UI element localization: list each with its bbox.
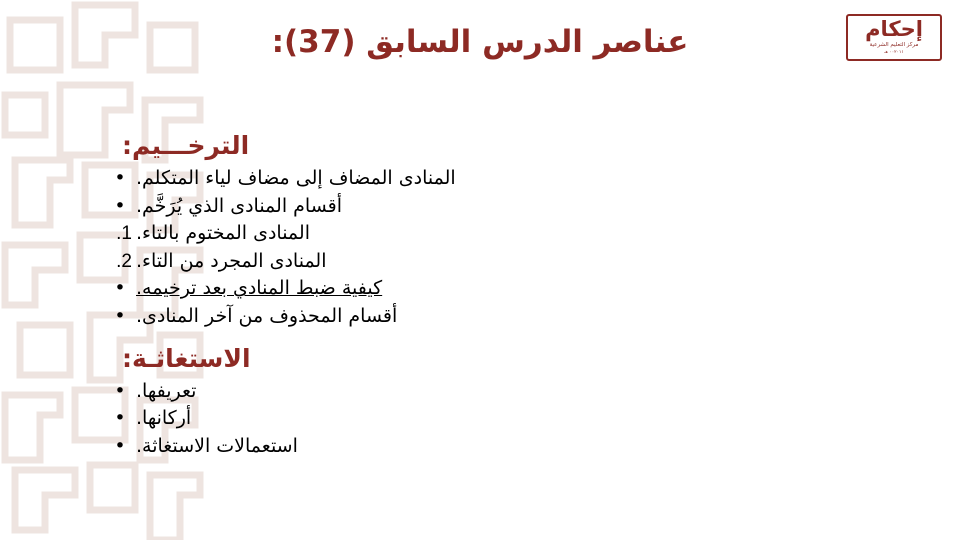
logo-wordmark: إحكام — [865, 17, 923, 41]
section-heading-tarkheem: الترخـــيم: — [122, 131, 250, 160]
number-marker: 1. — [116, 223, 132, 245]
list-item — [40, 378, 920, 406]
logo-subtitle-secondary: ٠٠٢٠١١ هـ — [884, 49, 904, 55]
list-item — [40, 303, 920, 331]
list-item-label: المنادى المختوم بالتاء. — [136, 222, 310, 245]
number-marker: 2. — [116, 250, 132, 272]
bullet-marker: • — [114, 277, 126, 300]
list-item-label: تعريفها. — [136, 379, 197, 402]
bullet-marker: • — [114, 304, 126, 327]
slide-content — [0, 130, 960, 460]
list-item-label: استعمالات الاستغاثة. — [136, 434, 298, 457]
list-item — [40, 275, 920, 303]
list-tarkheem — [40, 165, 920, 330]
bullet-marker: • — [114, 194, 126, 217]
section-heading-istighatha: الاستغاثـة: — [122, 343, 251, 373]
list-item — [40, 193, 920, 221]
list-item-label: كيفية ضبط المنادي بعد ترخيمه. — [136, 277, 383, 300]
bullet-marker: • — [114, 379, 126, 402]
list-istighatha — [40, 378, 920, 461]
bullet-marker: • — [114, 167, 126, 190]
logo-subtitle: مركز التعليم الشرعية — [869, 42, 919, 48]
list-item — [40, 165, 920, 193]
list-item — [40, 220, 920, 248]
list-item — [40, 248, 920, 276]
list-item-label: المنادى المضاف إلى مضاف لياء المتكلم. — [136, 167, 456, 190]
bullet-marker: • — [114, 407, 126, 430]
list-item — [40, 405, 920, 433]
list-item-label: أقسام المنادى الذي يُرَخَّم. — [136, 194, 343, 217]
list-item-label: المنادى المجرد من التاء. — [136, 249, 327, 272]
bullet-marker: • — [114, 434, 126, 457]
list-item-label: أقسام المحذوف من آخر المنادى. — [136, 304, 398, 327]
list-item-label: أركانها. — [136, 407, 192, 430]
page-title: عناصر الدرس السابق (37): — [271, 24, 689, 60]
list-item — [40, 433, 920, 461]
